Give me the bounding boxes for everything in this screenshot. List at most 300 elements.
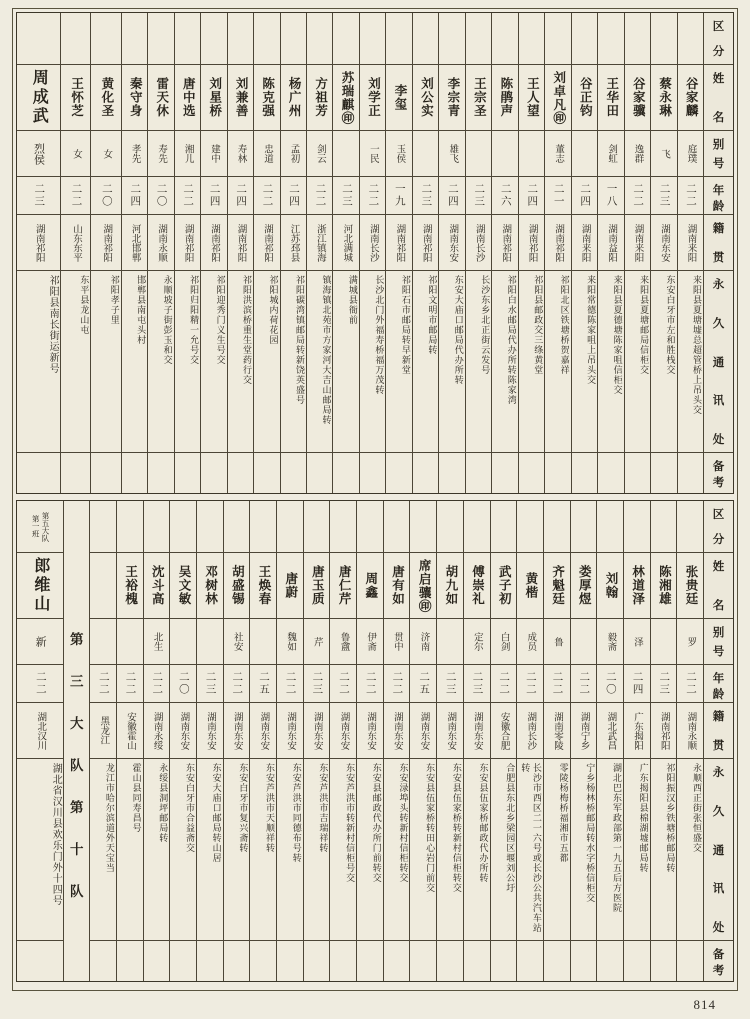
person-age-cell: 二六 xyxy=(492,177,517,215)
person-category-cell xyxy=(598,13,623,65)
row-header-category: 区 分 xyxy=(704,501,733,553)
person-category-cell xyxy=(597,501,623,553)
person-origin-cell: 河北满城 xyxy=(333,215,358,271)
person-remark-cell xyxy=(571,941,597,981)
person-category-cell xyxy=(333,13,358,65)
person-category-cell xyxy=(330,501,356,553)
person-name-cell: 唐中选 xyxy=(175,65,200,131)
person-column xyxy=(306,13,332,493)
person-category-cell xyxy=(117,501,143,553)
person-remark-cell xyxy=(357,941,383,981)
person-remark-cell xyxy=(625,453,650,493)
person-alias-cell xyxy=(651,619,677,665)
person-column xyxy=(196,501,223,981)
person-age-cell: 二五 xyxy=(410,665,436,703)
person-origin-cell: 浙江镇海 xyxy=(307,215,332,271)
person-category-cell xyxy=(651,13,676,65)
person-alias-cell xyxy=(519,131,544,177)
person-remark-cell xyxy=(117,941,143,981)
person-alias-cell: 新 xyxy=(17,619,63,665)
row-header-category: 区 分 xyxy=(704,13,733,65)
person-column xyxy=(650,501,677,981)
person-category-cell xyxy=(410,501,436,553)
person-address-cell: 长沙东乡北正街云发号 xyxy=(466,271,491,453)
person-address-cell: 东安大庙口邮局代办所转 xyxy=(439,271,464,453)
person-address-cell: 零陵杨梅桥福湘市五都 xyxy=(544,759,570,941)
person-alias-cell xyxy=(413,131,438,177)
person-name-cell: 秦守身 xyxy=(122,65,147,131)
person-remark-cell xyxy=(304,941,330,981)
person-age-cell: 二四 xyxy=(122,177,147,215)
person-address-cell: 东安芦洪市天顺祥转 xyxy=(250,759,276,941)
person-address-cell: 永顺坡子街彭玉和交 xyxy=(148,271,173,453)
person-alias-cell: 孝先 xyxy=(122,131,147,177)
person-origin-cell: 湖南东安 xyxy=(384,703,410,759)
person-remark-cell xyxy=(122,453,147,493)
person-age-cell: 二二 xyxy=(571,665,597,703)
person-address-cell: 东安大庙口邮局转山居 xyxy=(197,759,223,941)
person-alias-cell xyxy=(250,619,276,665)
person-remark-cell xyxy=(439,453,464,493)
person-age-cell: 二二 xyxy=(144,665,170,703)
person-category-cell xyxy=(677,501,703,553)
person-category-cell xyxy=(466,13,491,65)
person-origin-cell: 湖南永绥 xyxy=(144,703,170,759)
roster-table-top xyxy=(16,12,734,494)
row-header-remark: 备 考 xyxy=(712,461,725,489)
person-remark-cell xyxy=(254,453,279,493)
person-remark-cell xyxy=(492,453,517,493)
person-age-cell: 二二 xyxy=(277,665,303,703)
person-name-cell: 王焕春 xyxy=(250,553,276,619)
person-name-cell: 王宗圣 xyxy=(466,65,491,131)
person-column xyxy=(623,501,650,981)
person-column xyxy=(116,501,143,981)
person-name-cell: 刘翰 xyxy=(597,553,623,619)
person-remark-cell xyxy=(517,941,543,981)
person-origin-cell: 河北邯郸 xyxy=(122,215,147,271)
person-name-cell: 唐仁芹 xyxy=(330,553,356,619)
person-address-cell: 永绥县洞坪邮局转 xyxy=(144,759,170,941)
person-origin-cell: 湖南零陵 xyxy=(544,703,570,759)
person-name-cell: 唐蔚 xyxy=(277,553,303,619)
person-category-cell xyxy=(307,13,332,65)
person-age-cell: 二三 xyxy=(304,665,330,703)
person-origin-cell: 湖南祁阳 xyxy=(386,215,411,271)
person-alias-cell: 成员 xyxy=(517,619,543,665)
person-remark-cell xyxy=(545,453,570,493)
unit-divider-label: 第 三 大 队 第 十 队 xyxy=(69,632,84,899)
person-name-cell: 胡九如 xyxy=(437,553,463,619)
person-name-cell: 王人望 xyxy=(519,65,544,131)
person-alias-cell: 芹 xyxy=(304,619,330,665)
person-alias-cell: 建中 xyxy=(201,131,226,177)
person-alias-cell xyxy=(90,619,116,665)
person-address-cell: 来阳县夏塘邮局信柜交 xyxy=(625,271,650,453)
person-category-cell xyxy=(197,501,223,553)
person-origin-cell: 湖南东安 xyxy=(250,703,276,759)
person-alias-cell: 白剑 xyxy=(491,619,517,665)
person-address-cell: 祁阳碳湾镇邮局转新饶英盛号 xyxy=(281,271,306,453)
person-address-cell: 东安县邮政代办所门前转交 xyxy=(357,759,383,941)
person-age-cell: 二三 xyxy=(651,665,677,703)
person-origin-cell: 湖南东安 xyxy=(357,703,383,759)
person-column xyxy=(438,13,464,493)
person-category-cell xyxy=(90,501,116,553)
person-category-cell xyxy=(491,501,517,553)
person-column xyxy=(200,13,226,493)
person-category-cell xyxy=(254,13,279,65)
person-alias-cell: 伊斋 xyxy=(357,619,383,665)
person-origin-cell: 江苏邳县 xyxy=(281,215,306,271)
person-origin-cell: 湖南益阳 xyxy=(598,215,623,271)
person-age-cell: 二二 xyxy=(307,177,332,215)
person-remark-cell xyxy=(281,453,306,493)
person-name-cell: 齐魁廷 xyxy=(544,553,570,619)
person-column xyxy=(89,501,116,981)
person-origin-cell: 湖南长沙 xyxy=(360,215,385,271)
person-address-cell: 来阳常德陈家咀上吊头交 xyxy=(572,271,597,453)
person-age-cell: 二二 xyxy=(357,665,383,703)
person-column xyxy=(143,501,170,981)
person-category-cell xyxy=(175,13,200,65)
person-alias-cell: 定尔 xyxy=(464,619,490,665)
person-name-cell: 谷家麟 xyxy=(678,65,703,131)
person-address-cell: 东安白牙市左和胜栈交 xyxy=(651,271,676,453)
person-category-cell: 第五大队 第一班 xyxy=(17,501,63,553)
person-remark-cell xyxy=(330,941,356,981)
person-remark-cell xyxy=(90,941,116,981)
person-origin-cell: 湖南祁阳 xyxy=(228,215,253,271)
person-name-cell: 黄楷 xyxy=(517,553,543,619)
person-origin-cell: 湖南祁阳 xyxy=(519,215,544,271)
person-origin-cell: 湖南永顺 xyxy=(148,215,173,271)
person-address-cell: 祁阳石市邮局转早新堂 xyxy=(386,271,411,453)
person-remark-cell xyxy=(624,941,650,981)
person-age-cell: 一九 xyxy=(386,177,411,215)
person-age-cell: 二二 xyxy=(175,177,200,215)
person-address-cell: 祁阳振汉乡铁塘桥邮局转 xyxy=(651,759,677,941)
person-category-cell xyxy=(228,13,253,65)
person-category-cell xyxy=(201,13,226,65)
person-origin-cell: 湖南长沙 xyxy=(517,703,543,759)
person-column xyxy=(571,13,597,493)
row-header-remark: 备 考 xyxy=(712,949,725,977)
row-header-column xyxy=(703,13,733,493)
person-address-cell: 龙江市哈尔滨道外天宝当 xyxy=(90,759,116,941)
person-name-cell: 谷家骥 xyxy=(625,65,650,131)
person-alias-cell: 飞 xyxy=(651,131,676,177)
person-name-cell: 陈湘雄 xyxy=(651,553,677,619)
person-category-cell xyxy=(357,501,383,553)
person-category-cell xyxy=(91,13,120,65)
person-address-cell: 祁阳县南长街运新号 xyxy=(17,271,60,453)
person-column xyxy=(597,13,623,493)
person-address-cell: 来阳县夏德塘陈家咀信柜交 xyxy=(598,271,623,453)
person-column xyxy=(121,13,147,493)
person-age-cell: 二三 xyxy=(333,177,358,215)
person-category-cell xyxy=(360,13,385,65)
person-category-cell xyxy=(519,13,544,65)
person-column xyxy=(570,501,597,981)
person-origin-cell: 湖南祁阳 xyxy=(492,215,517,271)
person-category-cell xyxy=(544,501,570,553)
person-address-cell: 邯郸县南屯头村 xyxy=(122,271,147,453)
person-age-cell: 二二 xyxy=(678,177,703,215)
person-category-cell xyxy=(678,13,703,65)
person-alias-cell: 北生 xyxy=(144,619,170,665)
person-origin-cell: 湖南永顺 xyxy=(677,703,703,759)
person-origin-cell: 湖南祁阳 xyxy=(545,215,570,271)
person-remark-cell xyxy=(491,941,517,981)
person-alias-cell: 鲁 xyxy=(544,619,570,665)
person-origin-cell: 湖南东安 xyxy=(197,703,223,759)
person-age-cell: 二三 xyxy=(651,177,676,215)
person-age-cell: 二二 xyxy=(254,177,279,215)
person-alias-cell: 毅斋 xyxy=(597,619,623,665)
person-remark-cell xyxy=(598,453,623,493)
person-address-cell: 永顺西正街张恒盛交 xyxy=(677,759,703,941)
person-address-cell: 湖北巴东军政部第一九五后方医院 xyxy=(597,759,623,941)
row-header-address: 永 久 通 讯 处 xyxy=(704,759,733,941)
person-alias-cell: 烈侯 xyxy=(17,131,60,177)
person-address-cell: 霍山县同寿昌号 xyxy=(117,759,143,941)
person-remark-cell xyxy=(144,941,170,981)
person-alias-cell: 庭璞 xyxy=(678,131,703,177)
person-origin-cell: 安徽合肥 xyxy=(491,703,517,759)
person-column xyxy=(436,501,463,981)
person-age-cell: 二四 xyxy=(519,177,544,215)
person-name-cell: 李宗青 xyxy=(439,65,464,131)
person-column xyxy=(90,13,120,493)
person-age-cell: 二二 xyxy=(90,665,116,703)
person-column xyxy=(544,13,570,493)
person-age-cell: 二五 xyxy=(250,665,276,703)
person-alias-cell: 罗 xyxy=(677,619,703,665)
person-remark-cell xyxy=(360,453,385,493)
person-origin-cell: 湖南东安 xyxy=(330,703,356,759)
person-name-cell: 邓树林 xyxy=(197,553,223,619)
unit-divider-column xyxy=(63,501,89,981)
person-alias-cell: 孟初 xyxy=(281,131,306,177)
person-remark-cell xyxy=(651,453,676,493)
person-address-cell: 长沙市西区二一六号或长沙公共汽车站转 xyxy=(517,759,543,941)
person-column xyxy=(518,13,544,493)
person-category-cell xyxy=(384,501,410,553)
person-category-cell xyxy=(17,13,60,65)
person-address-cell: 祁阳孝子里 xyxy=(91,271,120,453)
person-address-cell: 湖北省汉川县欢乐门外十四号 xyxy=(17,759,63,941)
person-age-cell: 二〇 xyxy=(91,177,120,215)
person-name-cell: 刘卓凡㊞ xyxy=(545,65,570,131)
person-remark-cell xyxy=(201,453,226,493)
person-remark-cell xyxy=(307,453,332,493)
person-age-cell: 二二 xyxy=(544,665,570,703)
person-name-cell: 蔡永琳 xyxy=(651,65,676,131)
person-remark-cell xyxy=(677,941,703,981)
person-address-cell: 东安白牙市合益斋交 xyxy=(170,759,196,941)
person-address-cell: 东安渌埠头转新村信柜转交 xyxy=(384,759,410,941)
person-origin-cell: 湖南祁阳 xyxy=(651,703,677,759)
tables-wrap xyxy=(16,12,734,988)
person-age-cell: 二三 xyxy=(413,177,438,215)
person-remark-cell xyxy=(224,941,250,981)
person-remark-cell xyxy=(466,453,491,493)
person-alias-cell xyxy=(117,619,143,665)
person-remark-cell xyxy=(678,453,703,493)
person-alias-cell xyxy=(197,619,223,665)
person-alias-cell: 剑云 xyxy=(307,131,332,177)
person-alias-cell xyxy=(492,131,517,177)
person-origin-cell: 湖南祁阳 xyxy=(254,215,279,271)
person-address-cell: 东安县伍家桥转田心岩门前交 xyxy=(410,759,436,941)
row-header-column xyxy=(703,501,733,981)
person-address-cell: 祁阳归阳精一允号交 xyxy=(175,271,200,453)
person-column xyxy=(223,501,250,981)
row-header-age: 年 龄 xyxy=(704,665,733,703)
person-alias-cell xyxy=(170,619,196,665)
person-column xyxy=(253,13,279,493)
person-remark-cell xyxy=(384,941,410,981)
person-name-cell: 雷天休 xyxy=(148,65,173,131)
person-age-cell: 二四 xyxy=(228,177,253,215)
person-column xyxy=(463,501,490,981)
person-origin-cell: 湖南东安 xyxy=(464,703,490,759)
person-category-cell xyxy=(545,13,570,65)
person-category-cell xyxy=(625,13,650,65)
person-alias-cell: 社安 xyxy=(224,619,250,665)
person-category-cell xyxy=(386,13,411,65)
person-name-cell: 吴文敏 xyxy=(170,553,196,619)
person-origin-cell: 湖南东安 xyxy=(170,703,196,759)
person-origin-cell: 安徽霍山 xyxy=(117,703,143,759)
row-header-alias: 别 号 xyxy=(704,619,733,665)
person-alias-cell xyxy=(571,619,597,665)
person-age-cell: 二四 xyxy=(624,665,650,703)
person-remark-cell xyxy=(250,941,276,981)
person-alias-cell xyxy=(333,131,358,177)
person-age-cell: 二三 xyxy=(464,665,490,703)
row-header-address: 永 久 通 讯 处 xyxy=(704,271,733,453)
person-name-cell: 武子初 xyxy=(491,553,517,619)
person-category-cell xyxy=(492,13,517,65)
person-address-cell: 镇海镇北苑市方家河大吉山邮局转 xyxy=(307,271,332,453)
person-category-cell xyxy=(304,501,330,553)
person-name-cell: 刘学正 xyxy=(360,65,385,131)
person-address-cell: 东安芦洪市转新村信柜号交 xyxy=(330,759,356,941)
person-origin-cell: 湖南东安 xyxy=(224,703,250,759)
person-name-cell: 苏瑞麒㊞ xyxy=(333,65,358,131)
person-origin-cell: 湖南祁阳 xyxy=(91,215,120,271)
person-remark-cell xyxy=(333,453,358,493)
person-name-cell xyxy=(90,553,116,619)
person-address-cell: 东平县龙山屯 xyxy=(61,271,90,453)
person-age-cell: 二二 xyxy=(517,665,543,703)
person-name-cell: 谷正钧 xyxy=(572,65,597,131)
person-alias-cell xyxy=(572,131,597,177)
person-column xyxy=(249,501,276,981)
person-column xyxy=(596,501,623,981)
person-origin-cell: 湖南祁阳 xyxy=(175,215,200,271)
person-column xyxy=(60,13,90,493)
person-name-cell: 唐玉质 xyxy=(304,553,330,619)
person-origin-cell: 湖北武昌 xyxy=(597,703,623,759)
person-age-cell: 二二 xyxy=(224,665,250,703)
person-address-cell: 东安白牙市复兴斋转 xyxy=(224,759,250,941)
person-alias-cell: 济南 xyxy=(410,619,436,665)
row-header-age: 年 龄 xyxy=(704,177,733,215)
person-origin-cell: 黑龙江 xyxy=(90,703,116,759)
person-address-cell: 合肥县东北乡梁园区堰刘公圩 xyxy=(491,759,517,941)
person-name-cell: 郎维山 xyxy=(17,553,63,619)
person-age-cell: 二二 xyxy=(491,665,517,703)
person-category-cell xyxy=(439,13,464,65)
person-category-cell xyxy=(277,501,303,553)
person-name-cell: 王华田 xyxy=(598,65,623,131)
person-column xyxy=(543,501,570,981)
person-alias-cell: 寿先 xyxy=(148,131,173,177)
person-name-cell: 胡盛锡 xyxy=(224,553,250,619)
person-address-cell: 祁阳白水邮局代办所转陈家湾 xyxy=(492,271,517,453)
person-address-cell: 祁阳县邮政交三绦黄堂 xyxy=(519,271,544,453)
person-alias-cell: 剑虹 xyxy=(598,131,623,177)
person-name-cell: 陈克强 xyxy=(254,65,279,131)
person-origin-cell: 湖南祁阳 xyxy=(201,215,226,271)
person-alias-cell: 董志 xyxy=(545,131,570,177)
row-header-name: 姓 名 xyxy=(704,65,733,131)
person-column xyxy=(147,13,173,493)
person-name-cell: 刘公实 xyxy=(413,65,438,131)
person-column xyxy=(383,501,410,981)
person-age-cell: 二二 xyxy=(360,177,385,215)
person-remark-cell xyxy=(413,453,438,493)
person-column xyxy=(624,13,650,493)
person-alias-cell: 魏如 xyxy=(277,619,303,665)
person-age-cell: 二三 xyxy=(17,177,60,215)
person-origin-cell: 广东揭阳 xyxy=(624,703,650,759)
person-origin-cell: 湖南东安 xyxy=(651,215,676,271)
person-name-cell: 张贵廷 xyxy=(677,553,703,619)
person-origin-cell: 山东东平 xyxy=(61,215,90,271)
person-address-cell: 祁阳城内荷花园 xyxy=(254,271,279,453)
row-header-alias: 别 号 xyxy=(704,131,733,177)
person-category-cell xyxy=(281,13,306,65)
person-address-cell: 广东揭阳县棉湖墟邮局转 xyxy=(624,759,650,941)
person-age-cell: 二二 xyxy=(61,177,90,215)
person-category-cell xyxy=(517,501,543,553)
person-name-cell: 周成武 xyxy=(17,65,60,131)
person-age-cell: 二一 xyxy=(545,177,570,215)
person-address-cell: 祁阳迎秀门义生号交 xyxy=(201,271,226,453)
person-name-cell: 娄厚煜 xyxy=(571,553,597,619)
roster-table-bottom xyxy=(16,500,734,982)
person-remark-cell xyxy=(17,941,63,981)
person-column xyxy=(174,13,200,493)
person-address-cell: 祁阳洪滨桥重生堂药行交 xyxy=(228,271,253,453)
person-age-cell: 二二 xyxy=(330,665,356,703)
person-origin-cell: 湖南东安 xyxy=(410,703,436,759)
person-remark-cell xyxy=(61,453,90,493)
person-remark-cell xyxy=(197,941,223,981)
person-name-cell: 席启骧㊞ xyxy=(410,553,436,619)
person-remark-cell xyxy=(572,453,597,493)
person-column xyxy=(385,13,411,493)
person-address-cell: 长沙北门外福寿桥福万茂转 xyxy=(360,271,385,453)
person-category-cell xyxy=(144,501,170,553)
person-column xyxy=(516,501,543,981)
person-alias-cell: 贯中 xyxy=(384,619,410,665)
person-column xyxy=(412,13,438,493)
